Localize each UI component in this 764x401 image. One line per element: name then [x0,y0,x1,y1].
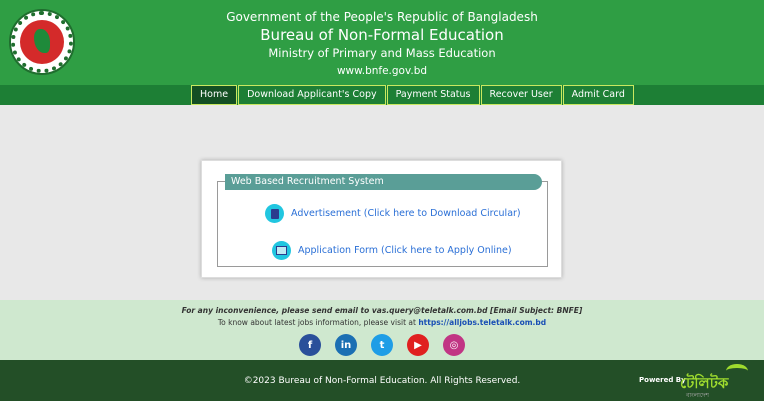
bureau-title: Bureau of Non-Formal Education [260,26,504,44]
fieldset-legend: Web Based Recruitment System [225,174,542,190]
ministry-title: Ministry of Primary and Mass Education [268,46,496,60]
recruitment-card [201,160,562,278]
site-header [0,0,764,85]
advertisement-link[interactable] [265,204,521,223]
form-icon [272,241,291,260]
contact-info-band [0,300,764,360]
twitter-icon[interactable]: t [371,334,393,356]
jobs-note [0,318,764,327]
application-form-link[interactable] [272,241,512,260]
application-link-text[interactable]: Application Form (Click here to Apply Online) [298,245,512,256]
main-nav [0,85,764,105]
teletalk-brand-text: টেলিটক [680,374,729,392]
government-title: Government of the People's Republic of Bangladesh [226,10,538,24]
powered-by-label: Powered By [639,376,686,384]
teletalk-brand-sub: বাংলাদেশ [686,392,709,399]
social-links [299,334,479,356]
copyright-text: ©2023 Bureau of Non-Formal Education. All Rights Reserved. [243,376,521,386]
advertisement-link-text[interactable]: Advertisement (Click here to Download Circular) [291,208,521,219]
site-footer [0,360,764,401]
youtube-icon[interactable]: ▶ [407,334,429,356]
teletalk-swoosh-icon [726,364,748,378]
instagram-icon[interactable]: ◎ [443,334,465,356]
document-icon [265,204,284,223]
document-glyph [271,209,279,219]
nav-items [191,85,635,105]
nav-admit-card[interactable]: Admit Card [563,85,634,105]
email-note: For any inconvenience, please send email to vas.query@teletalk.com.bd [Email Subject: BNFE] [181,306,583,315]
jobs-note-prefix: To know about latest jobs information, please visit at [217,318,416,327]
teletalk-logo [680,368,752,399]
nav-download-applicants-copy[interactable]: Download Applicant's Copy [238,85,386,105]
form-glyph [276,246,287,255]
nav-home[interactable]: Home [191,85,237,105]
linkedin-icon[interactable]: in [335,334,357,356]
alljobs-link[interactable]: https://alljobs.teletalk.com.bd [418,318,547,327]
website-text: www.bnfe.gov.bd [336,65,428,77]
facebook-icon[interactable]: f [299,334,321,356]
header-titles [0,9,764,81]
nav-payment-status[interactable]: Payment Status [387,85,480,105]
nav-recover-user[interactable]: Recover User [481,85,562,105]
